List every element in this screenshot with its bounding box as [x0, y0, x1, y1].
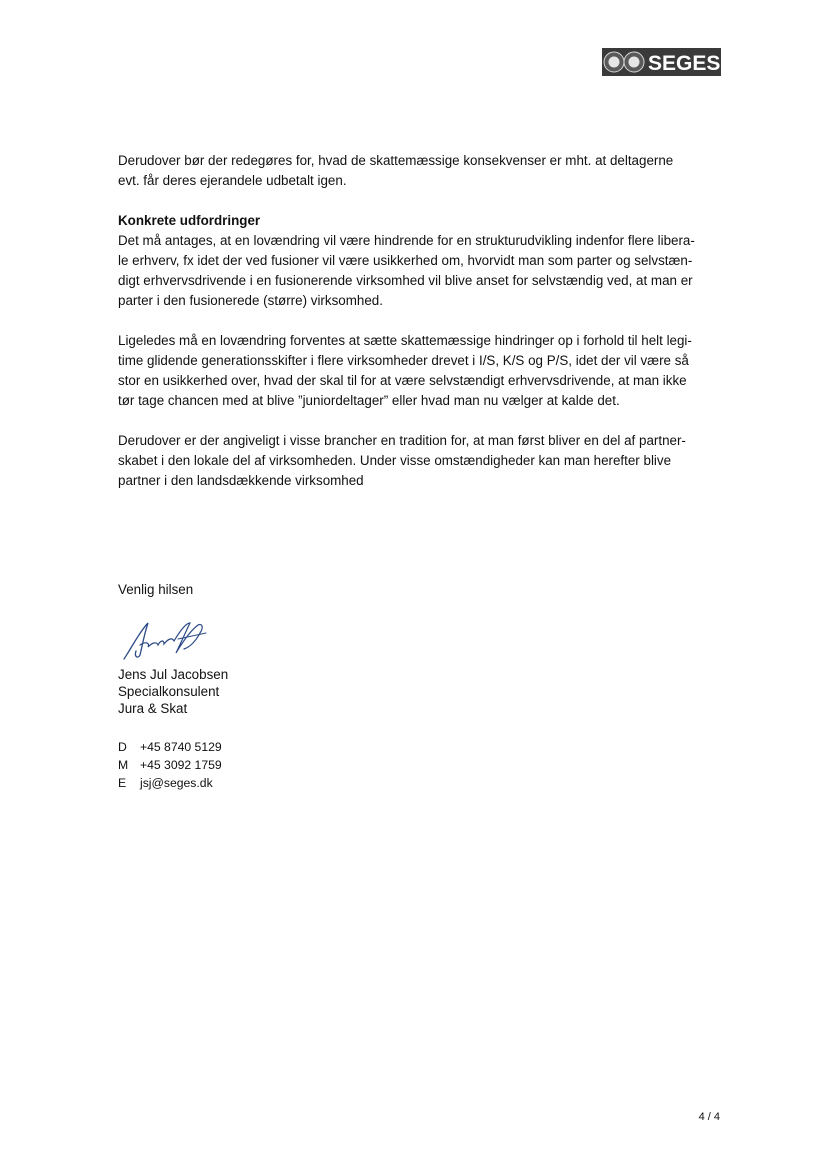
paragraph-3-line: Ligeledes må en lovændring forventes at sætte skattemæssige hindringer op i forhold til helt legi- — [118, 333, 692, 348]
seges-logo — [602, 48, 721, 76]
seges-logo-icon — [602, 48, 721, 76]
signature — [118, 617, 214, 663]
sender-block — [118, 666, 228, 717]
contact-row-mobile — [118, 756, 222, 774]
email-address[interactable]: jsj@seges.dk — [140, 776, 213, 790]
contact-key: M — [118, 758, 129, 772]
page-number: 4 / 4 — [698, 1111, 720, 1123]
contact-key: D — [118, 740, 127, 754]
handwritten-signature-icon — [118, 617, 214, 663]
paragraph-1 — [118, 151, 718, 191]
sender-department: Jura & Skat — [118, 701, 188, 716]
paragraph-3 — [118, 331, 718, 411]
paragraph-2-line: Det må antages, at en lovændring vil være hindrende for en strukturudvikling indenfor flere libera- — [118, 233, 695, 248]
contact-list — [118, 738, 222, 792]
paragraph-4-line: partner i den landsdækkende virksomhed — [118, 473, 364, 488]
direct-phone: +45 8740 5129 — [140, 740, 222, 754]
paragraph-4 — [118, 431, 718, 491]
paragraph-4-line: Derudover er der angiveligt i visse brancher en tradition for, at man først bliver en del af partner- — [118, 433, 686, 448]
sender-name: Jens Jul Jacobsen — [118, 667, 229, 682]
paragraph-2-line: parter i den fusionerede (større) virksomhed. — [118, 293, 383, 308]
paragraph-3-line: stor en usikkerhed over, hvad der skal til for at være selvstændigt erhvervsdrivende, at man ikke — [118, 373, 687, 388]
mobile-phone: +45 3092 1759 — [140, 758, 222, 772]
sender-title: Specialkonsulent — [118, 684, 220, 699]
contact-row-email — [118, 774, 222, 792]
contact-key: E — [118, 776, 127, 790]
paragraph-3-line: time glidende generationsskifter i flere virksomheder drevet i I/S, K/S og P/S, idet der vil være så — [118, 353, 689, 368]
contact-row-direct — [118, 738, 222, 756]
paragraph-2-line: digt erhvervsdrivende i en fusionerende virksomhed vil blive anset for selvstændig ved, at man er — [118, 273, 693, 288]
section-heading: Konkrete udfordringer — [118, 213, 261, 228]
paragraph-2-line: le erhverv, fx idet der ved fusioner vil være usikkerhed om, hvorvidt man som parter og selvstæn- — [118, 253, 693, 268]
paragraph-1-line: evt. får deres ejerandele udbetalt igen. — [118, 173, 347, 188]
logo-text: SEGES — [648, 52, 721, 75]
letter-body — [118, 151, 718, 511]
paragraph-2 — [118, 211, 718, 311]
paragraph-4-line: skabet i den lokale del af virksomheden. Under visse omstændigheder kan man herefter blive — [118, 453, 672, 468]
paragraph-3-line: tør tage chancen med at blive ”juniordeltager” eller hvad man nu vælger at kalde det. — [118, 393, 620, 408]
paragraph-1-line: Derudover bør der redegøres for, hvad de skattemæssige konsekvenser er mht. at deltagerne — [118, 153, 674, 168]
greeting: Venlig hilsen — [118, 582, 194, 597]
